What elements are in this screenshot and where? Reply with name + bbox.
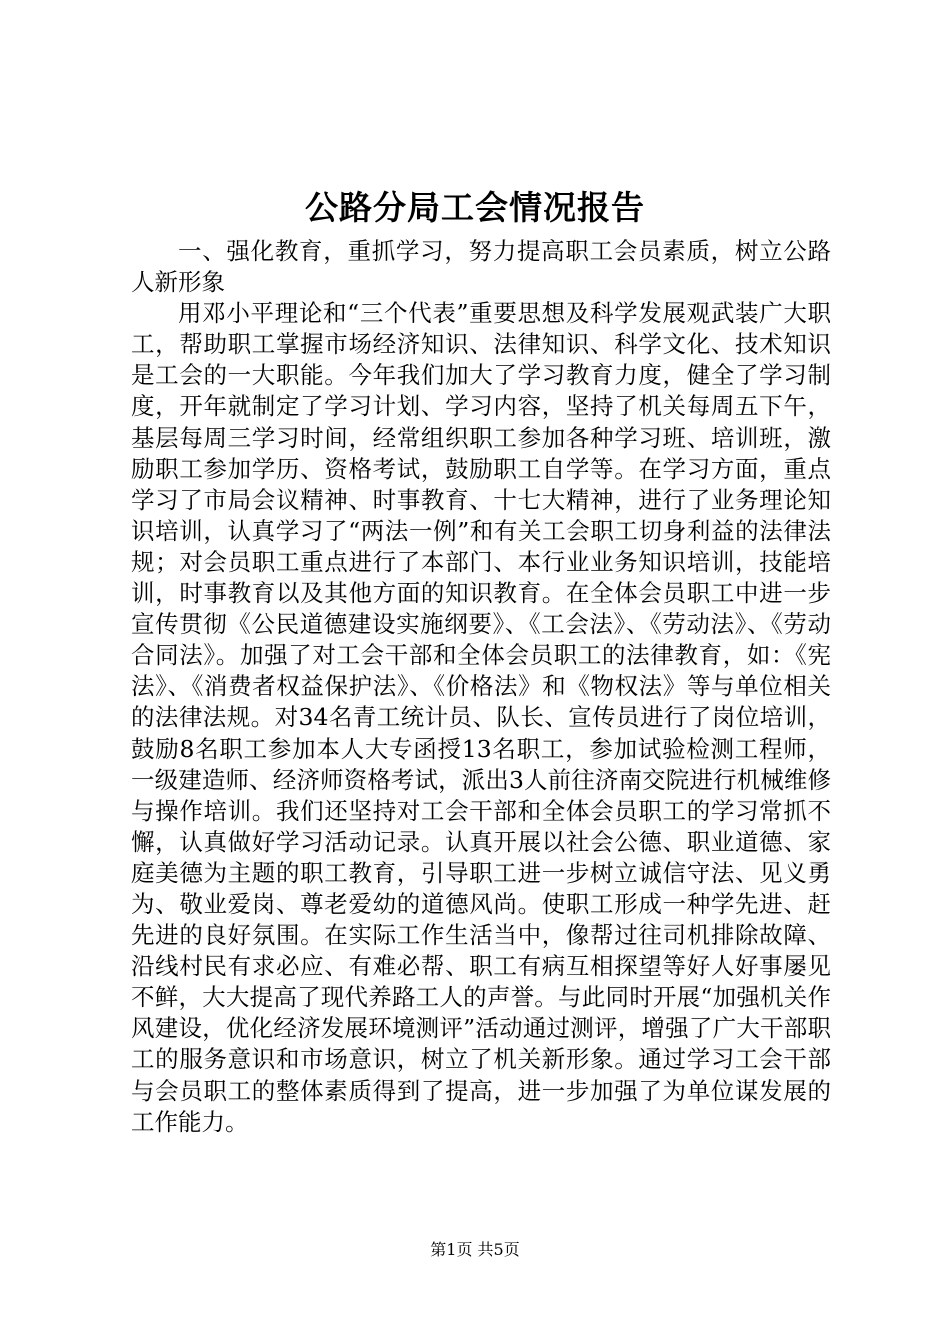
page-number: 第1页 共5页 xyxy=(430,1240,520,1259)
document-body xyxy=(131,236,831,1138)
section-heading: 一、强化教育，重抓学习，努力提高职工会员素质，树立公路人新形象 xyxy=(131,237,831,297)
document-title: 公路分局工会情况报告 xyxy=(305,188,645,227)
body-paragraph: 用邓小平理论和“三个代表”重要思想及科学发展观武装广大职工，帮助职工掌握市场经济知识、法律知识、科学文化、技术知识是工会的一大职能。今年我们加大了学习教育力度，健全了学习制度，开年就制定了学习计划、学习内容，坚持了机关每周五下午，基层每周三学习时间，经常组织职工参加各种学习班、培训班，激励职工参加学历、资格考试，鼓励职工自学等。在学习方面，重点学习了市局会议精神、时事教育、十七大精神，进行了业务理论知识培训，认真学习了“两法一例”和有关工会职工切身利益的法律法规；对会员职工重点进行了本部门、本行业业务知识培训，技能培训，时事教育以及其他方面的知识教育。在全体会员职工中进一步宣传贯彻《公民道德建设实施纲要》、《工会法》、《劳动法》、《劳动合同法》。加强了对工会干部和全体会员职工的法律教育，如：《宪法》、《消费者权益保护法》、《价格法》和《物权法》等与单位相关的法律法规。对34名青工统计员、队长、宣传员进行了岗位培训，鼓励8名职工参加本人大专函授13名职工，参加试验检测工程师，一级建造师、经济师资格考试，派出3人前往济南交院进行机械维修与操作培训。我们还坚持对工会干部和全体会员职工的学习常抓不懈，认真做好学习活动记录。认真开展以社会公德、职业道德、家庭美德为主题的职工教育，引导职工进一步树立诚信守法、见义勇为、敬业爱岗、尊老爱幼的道德风尚。使职工形成一种学先进、赶先进的良好氛围。在实际工作生活当中，像帮过往司机排除故障、沿线村民有求必应、有难必帮、职工有病互相探望等好人好事屡见不鲜，大大提高了现代养路工人的声誉。与此同时开展“加强机关作风建设，优化经济发展环境测评”活动通过测评，增强了广大干部职工的服务意识和市场意识，树立了机关新形象。通过学习工会干部与会员职工的整体素质得到了提高，进一步加强了为单位谋发展的工作能力。 xyxy=(131,299,831,1136)
